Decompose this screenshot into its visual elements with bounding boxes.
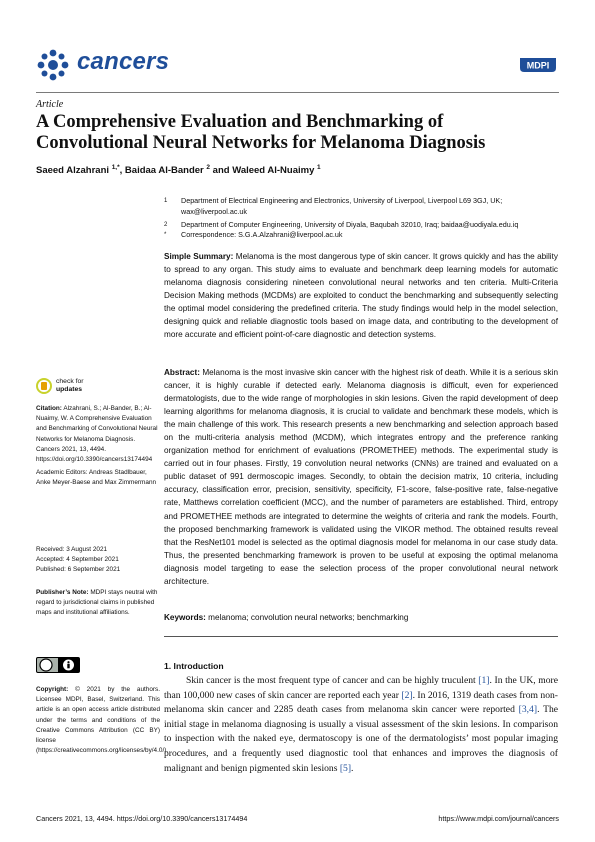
- citation-link[interactable]: [5]: [339, 762, 352, 774]
- affiliation-text: Department of Computer Engineering, University of Diyala, Baqubah 32010, Iraq; baidaa@uodiyala.edu.iq: [181, 220, 519, 229]
- footer-journal-link[interactable]: https://www.mdpi.com/journal/cancers: [438, 814, 559, 823]
- copyright-label: Copyright:: [36, 686, 69, 693]
- header-divider: [36, 92, 559, 93]
- copyright-text: © 2021 by the authors. Licensee MDPI, Basel, Switzerland. This article is an open access article distributed under the terms and conditions of the Creative Commons Attribution (CC BY) license (https://creativecommons.org/licenses/by/4.0/).: [36, 686, 169, 755]
- affiliation: [164, 196, 558, 218]
- cc-by-license-icon[interactable]: [36, 657, 80, 673]
- citation-label: Citation:: [36, 405, 62, 412]
- received-date: Received: 3 August 2021: [36, 546, 108, 553]
- author-name[interactable]: Waleed Al-Nuaimy: [232, 165, 315, 177]
- abstract-label: Abstract:: [164, 368, 200, 377]
- paper-title: A Comprehensive Evaluation and Benchmarking of Convolutional Neural Networks for Melanoma Diagnosis: [36, 112, 486, 153]
- abstract-text: Melanoma is the most invasive skin cancer with the highest risk of death. While it is a serious skin cancer, it is highly curable if detected early. Melanoma diagnosis is difficult, even for experienced dermatologists, due to the wide range of morphologies in skin lesions. Given the rapid development of deep learning algorithms for melanoma diagnosis, it is crucial to validate and benchmark these models, which is the main challenge of this work. This research presents a new benchmarking and selection approach based on the multi-criteria analysis method (MCDM), which integrates entropy and the preference ranking organization method for enrichment of evaluations (PROMETHEE) methods. The experimental study is carried out in four phases. Firstly, 19 convolution neural networks (CNNs) are trained and evaluated on a public dataset of 991 dermoscopic images. Secondly, to obtain the decision matrix, 10 criteria, including accuracy, classification error, precision, sensitivity, specificity, F1-score, false-positive rate, false-negative rate, Matthews correlation coefficient (MCC), and the number of parameters are established. Third, entropy and PROMETHEE methods are integrated to determine the weights of criteria and rank the models. Fourth, the proposed benchmarking framework is validated using the VIKOR method. The obtained results reveal that the ResNet101 model is selected as the optimal diagnosis model for melanoma in our case study data. Thus, the presented benchmarking framework is proven to be useful at exposing the optimal melanoma diagnosis model targeting to ease the selection process of the proper convolutional neural network architecture.: [164, 368, 558, 586]
- simple-summary-text: Melanoma is the most dangerous type of skin cancer. It grows quickly and has the ability to spread to any organ. This study aims to evaluate and benchmark deep learning models for automatic melanoma diagnosis considering nineteen convolutional neural networks and ten criteria. Multi-Criteria Decision Making methods (MCDMs) are exploited to conduct the benchmarking and subsequently selecting the optimal model considering the predefined criteria. The study findings would help in the model selection, designing quick and reliable diagnostic tools based on image data, and contributing to the development of more accurate and efficient point-of-care diagnostic and detection systems.: [164, 252, 558, 340]
- author-name[interactable]: Baidaa Al-Bander: [124, 165, 204, 177]
- keywords-text: melanoma; convolution neural networks; benchmarking: [208, 613, 409, 622]
- journal-name[interactable]: cancers: [77, 48, 170, 75]
- section-divider: [164, 636, 558, 637]
- citation-text: Alzahrani, S.; Al-Bander, B.; Al-Nuaimy, W. A Comprehensive Evaluation and Benchmarking of Convolutional Neural Networks for Melanoma Diagnosis. Cancers 2021, 13, 4494. https://doi.org/10.3390/cancers13174494: [36, 405, 158, 464]
- check-updates-label: [56, 378, 84, 393]
- publisher-note-label: Publisher’s Note:: [36, 589, 89, 596]
- correspondence-text: Correspondence: S.G.A.Alzahrani@liverpool.ac.uk: [181, 230, 343, 239]
- author-list: [36, 164, 321, 176]
- affiliation-mark: 1: [164, 198, 168, 204]
- journal-logo-icon: [36, 48, 70, 82]
- publisher-note-text: MDPI stays neutral with regard to jurisdictional claims in published maps and institutional affiliations.: [36, 589, 158, 617]
- author-separator: ,: [119, 165, 125, 177]
- intro-text-run: .: [351, 762, 354, 774]
- check-for-updates-button[interactable]: [36, 376, 106, 396]
- author-affiliation-mark: 1: [317, 164, 321, 171]
- academic-editors: Academic Editors: Andreas Stadlbauer, Anke Meyer-Baese and Max Zimmermann: [36, 469, 157, 487]
- affiliation-text: Department of Electrical Engineering and Electronics, University of Liverpool, Liverpool L69 3GJ, UK; wax@liverpool.ac.uk: [181, 196, 503, 216]
- affiliation-mark: 2: [164, 222, 168, 228]
- article-type: Article: [36, 99, 64, 110]
- publication-dates: [36, 545, 160, 576]
- publisher-logo-icon[interactable]: [517, 56, 559, 74]
- section-heading: 1. Introduction: [164, 661, 224, 671]
- author-name[interactable]: Saeed Alzahrani: [36, 165, 110, 177]
- intro-text-run: Skin cancer is the most frequent type of cancer and can be highly truculent: [186, 675, 479, 686]
- citation-block: [36, 404, 160, 465]
- simple-summary-label: Simple Summary:: [164, 252, 234, 261]
- citation-link[interactable]: [1]: [478, 675, 490, 686]
- correspondence: [164, 230, 558, 241]
- published-date: Published: 6 September 2021: [36, 566, 121, 574]
- publisher-note: [36, 588, 160, 619]
- check-updates-icon: [36, 378, 52, 394]
- author-separator: and: [210, 165, 233, 177]
- keywords-label: Keywords:: [164, 613, 206, 622]
- author-affiliation-mark: 2: [206, 164, 211, 171]
- intro-paragraph: [164, 674, 558, 776]
- citation-link[interactable]: [3,4]: [518, 704, 538, 716]
- abstract: [164, 366, 558, 588]
- copyright-notice: [36, 685, 169, 756]
- check-updates-line: updates: [56, 385, 83, 393]
- author-affiliation-mark: 1,*: [111, 164, 120, 171]
- simple-summary: [164, 250, 558, 341]
- citation-link[interactable]: [2]: [401, 689, 413, 701]
- footer-citation[interactable]: Cancers 2021, 13, 4494. https://doi.org/10.3390/cancers13174494: [36, 814, 248, 823]
- publisher-name: MDPI: [526, 60, 550, 71]
- intro-text-run: . The initial stage in melanoma diagnosing is usually a visual assessment of the skin lesions. In comparison to inspection with the naked eye, dermatoscopy is one of the dermatologists’ most popular imaging procedures, and a frequently used diagnostic tool that enhances and improves the diagnosis of malignant and benign pigmented skin lesions: [164, 704, 559, 774]
- keywords: [164, 611, 558, 624]
- accepted-date: Accepted: 4 September 2021: [36, 556, 119, 564]
- affiliation-mark: *: [164, 232, 167, 238]
- check-updates-line: check for: [56, 378, 84, 385]
- intro-text-run: . In the UK, more than 100,000 new cases of skin cancer are reported each year: [164, 675, 559, 701]
- intro-text-run: . In 2016, 1319 death cases from non-melanoma skin cancer and 2285 death cases from melanoma skin cancer were reported: [164, 689, 558, 716]
